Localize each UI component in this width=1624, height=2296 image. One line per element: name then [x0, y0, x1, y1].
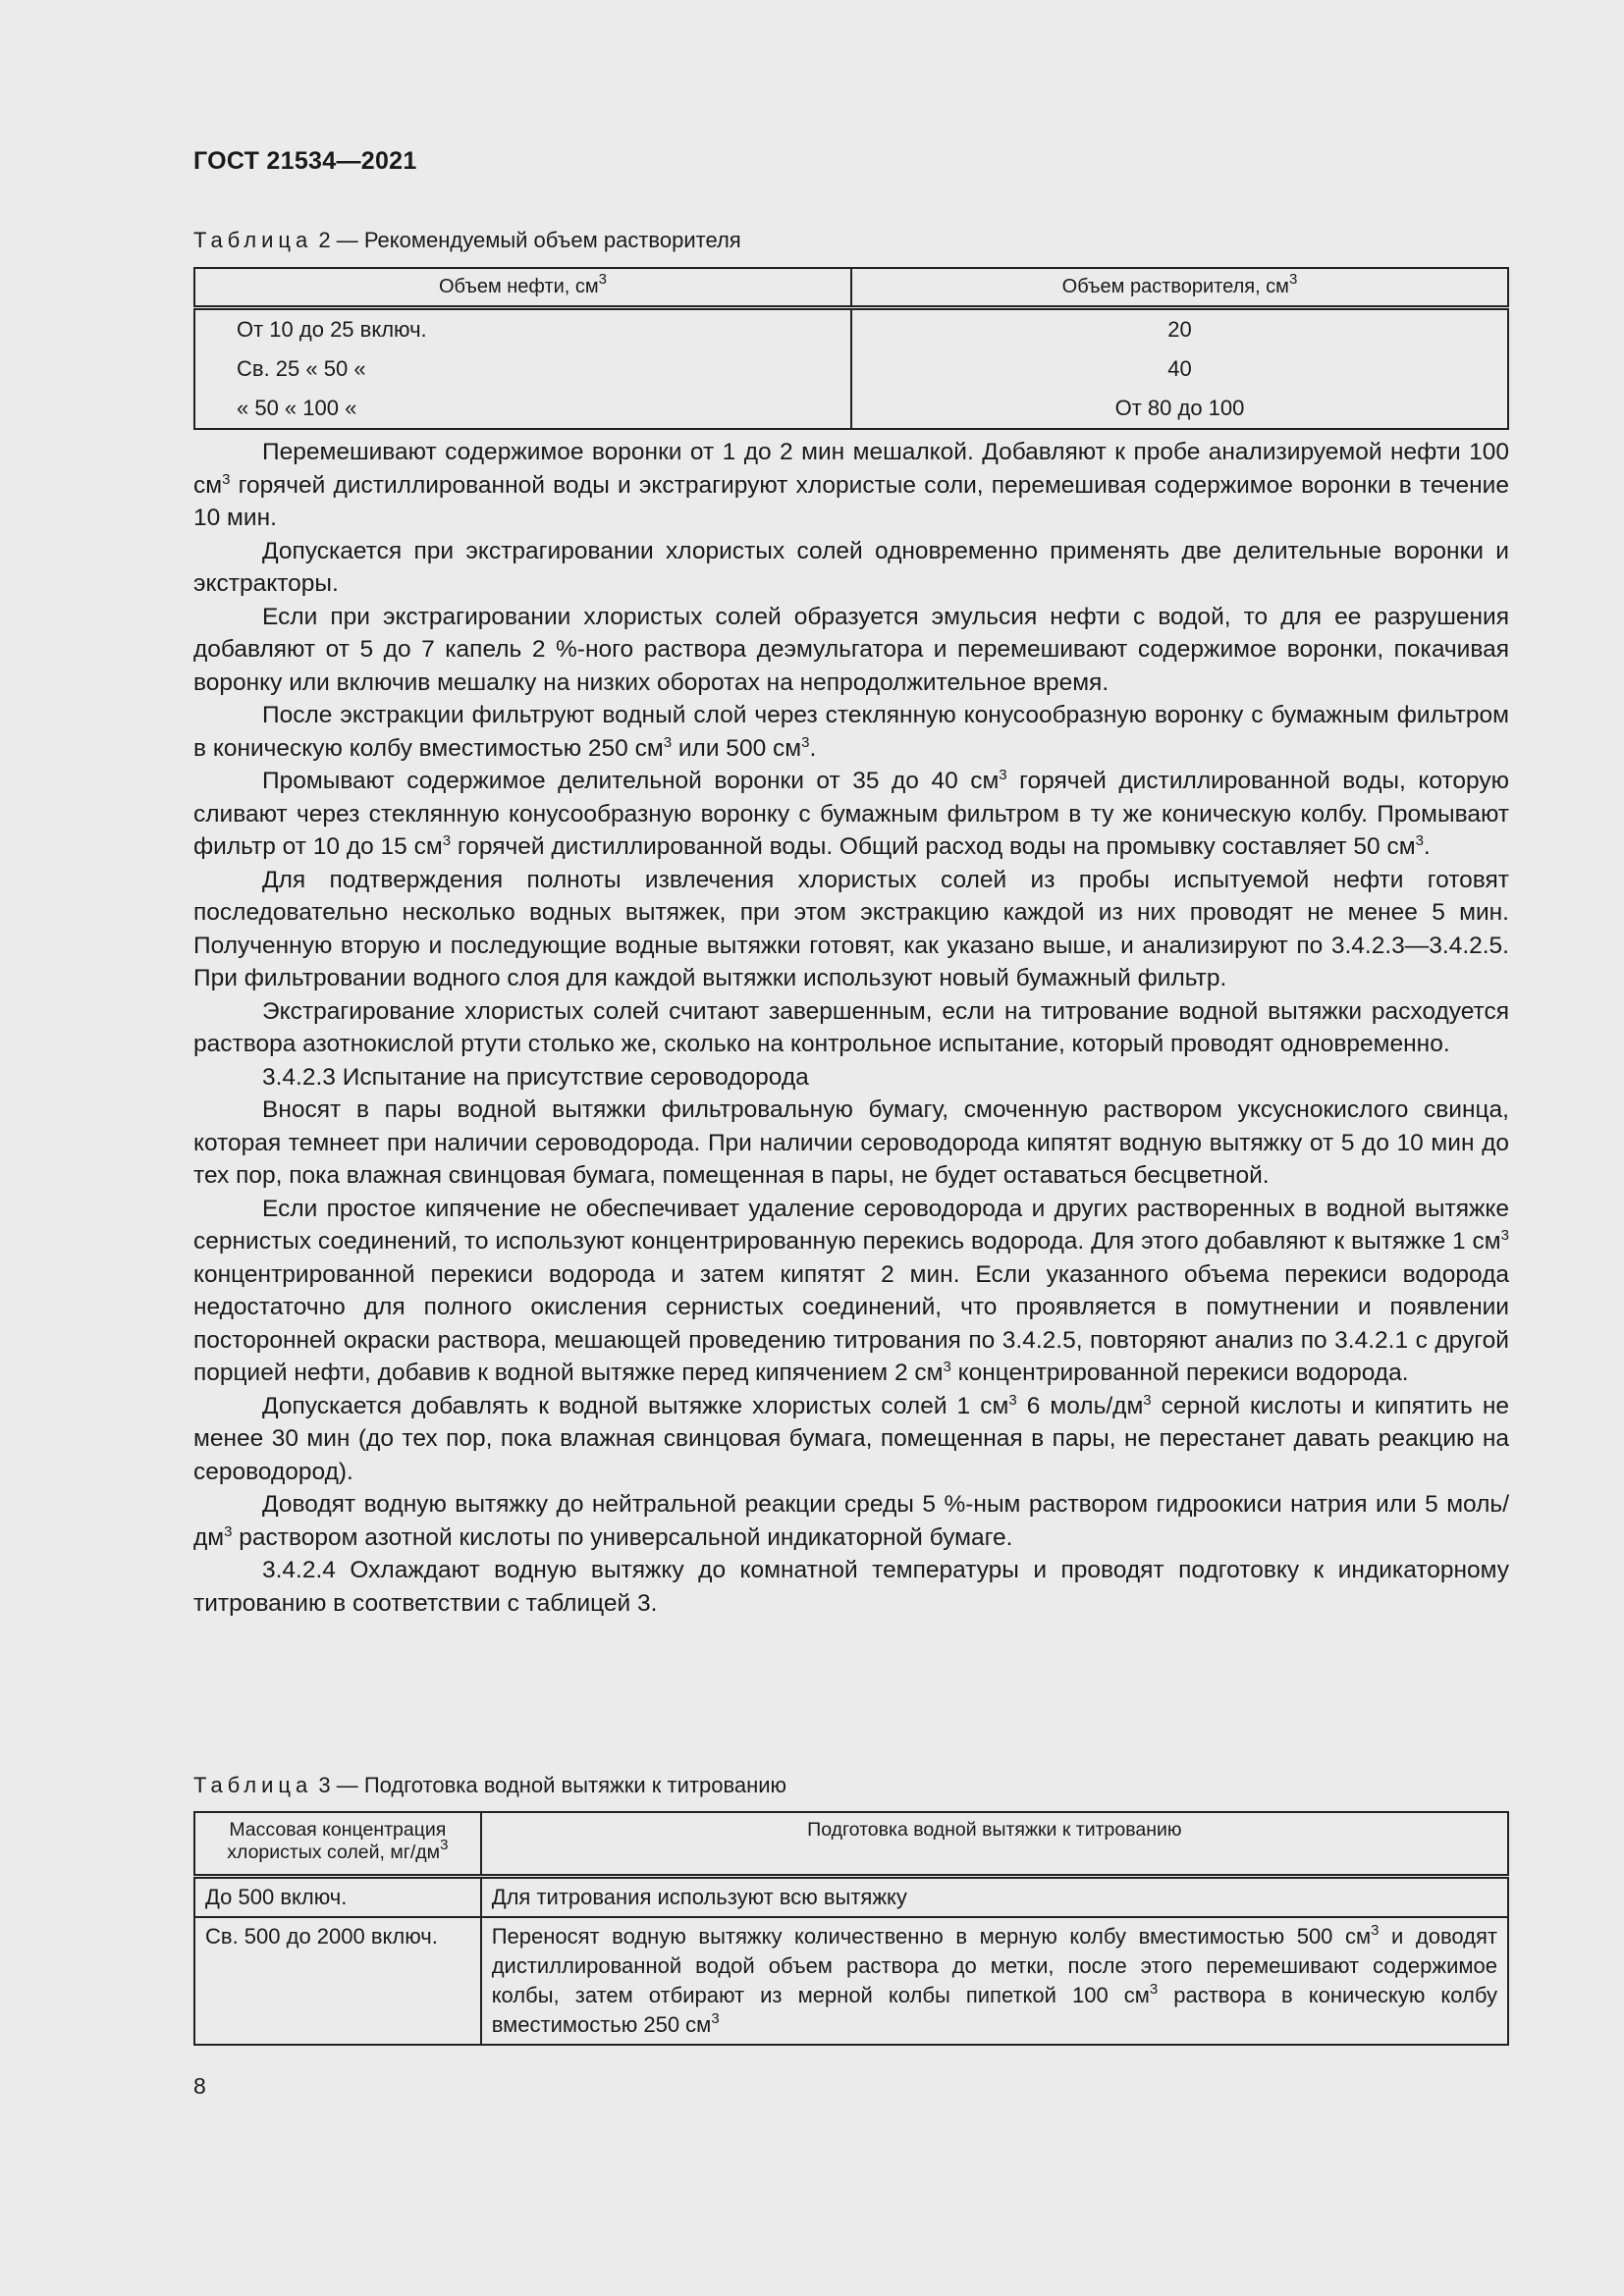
table2-oil-cell: Св. 25 « 50 « — [194, 349, 851, 389]
paragraph: Допускается добавлять к водной вытяжке хлористых солей 1 $см^3$ 6 моль/$дм^3$ серной кислоты и кипятить не менее 30 мин (до тех пор, пока влажная свинцовая бумага, помещенная в пары, не перестанет давать реакцию на сероводород). — [193, 1391, 1509, 1485]
table-row — [194, 349, 1508, 389]
table-row — [194, 1877, 1508, 1918]
table2-solvent-cell: От 80 до 100 — [851, 389, 1508, 429]
table3-preparation-cell: Переносят водную вытяжку количественно в мерную колбу вместимостью 500 $см^3$ и доводят дистиллированной водой объем раствора до метки, после этого перемешивают содержимое колбы, затем отбирают из мерной колбы пипеткой 100 $см^3$ раствора в коническую колбу вместимостью 250 $см^3$ — [481, 1917, 1508, 2045]
table2 — [193, 267, 1509, 430]
paragraph: Промывают содержимое делительной воронки от 35 до 40 $см^3$ горячей дистиллированной воды, которую сливают через стеклянную конусообразную воронку с бумажным фильтром в ту же коническую колбу. Промывают фильтр от 10 до 15 $см^3$ горячей дистиллированной воды. Общий расход воды на промывку составляет 50 $см^3$. — [193, 767, 1509, 860]
table3-caption-word: Таблица — [193, 1773, 313, 1797]
paragraph: Если при экстрагировании хлористых солей образуется эмульсия нефти с водой, то для ее разрушения добавляют от 5 до 7 капель 2 %-ного раствора деэмульгатора и перемешивают содержимое воронки, покачивая воронку или включив мешалку на низких оборотах на непродолжительное время. — [193, 603, 1509, 696]
paragraph: Для подтверждения полноты извлечения хлористых солей из пробы испытуемой нефти готовят последовательно несколько водных вытяжек, при этом экстракцию каждой из них проводят не менее 5 мин. Полученную вторую и последующие водные вытяжки готовят, как указано выше, и анализируют по 3.4.2.3—3.4.2.5. При фильтровании водного слоя для каждой вытяжки используют новый бумажный фильтр. — [193, 866, 1509, 991]
table2-col-solvent-header: Объем растворителя, $см^3$ — [851, 268, 1508, 308]
paragraph: 3.4.2.4 Охлаждают водную вытяжку до комнатной температуры и проводят подготовку к индикаторному титрованию в соответствии с таблицей 3. — [193, 1557, 1509, 1617]
table3-concentration-cell: Св. 500 до 2000 включ. — [194, 1917, 481, 2045]
table-row — [194, 1917, 1508, 2045]
table2-caption-word: Таблица — [193, 228, 313, 252]
table3-preparation-cell: Для титрования используют всю вытяжку — [481, 1877, 1508, 1918]
table3-caption — [193, 1773, 786, 1798]
table2-col-oil-header: Объем нефти, $см^3$ — [194, 268, 851, 308]
table3-caption-title: 3 — Подготовка водной вытяжки к титрованию — [312, 1773, 787, 1797]
page-number: 8 — [193, 2073, 206, 2099]
paragraph: Допускается при экстрагировании хлористых солей одновременно применять две делительные воронки и экстракторы. — [193, 537, 1509, 597]
table2-oil-cell: От 10 до 25 включ. — [194, 308, 851, 350]
paragraph: Если простое кипячение не обеспечивает удаление сероводорода и других растворенных в водной вытяжке сернистых соединений, то используют концентрированную перекись водорода. Для этого добавляют к вытяжке 1 $см^3$ концентрированной перекиси водорода и затем кипятят 2 мин. Если указанного объема перекиси водорода недостаточно для полного окисления сернистых соединений, что проявляется в помутнении и появлении посторонней окраски раствора, мешающей проведению титрования по 3.4.2.5, повторяют анализ по 3.4.2.1 с другой порцией нефти, добавив к водной вытяжке перед кипячением 2 $см^3$ концентрированной перекиси водорода. — [193, 1195, 1509, 1386]
body-text — [193, 436, 1509, 1620]
table2-caption — [193, 228, 741, 253]
table-row — [194, 389, 1508, 429]
section-heading: 3.4.2.3 Испытание на присутствие сероводорода — [262, 1063, 809, 1091]
table2-solvent-cell: 20 — [851, 308, 1508, 350]
table3-col-preparation-header: Подготовка водной вытяжки к титрованию — [481, 1812, 1508, 1877]
table3 — [193, 1811, 1509, 2046]
table3-header-row — [194, 1812, 1508, 1877]
table2-solvent-cell: 40 — [851, 349, 1508, 389]
table3-col-concentration-header: Массовая концентрация хлористых солей, $мг/дм^3$ — [194, 1812, 481, 1877]
paragraph: Экстрагирование хлористых солей считают завершенным, если на титрование водной вытяжки расходуется раствора азотнокислой ртути столько же, сколько на контрольное испытание, который проводят одновременно. — [193, 997, 1509, 1057]
paragraph: Доводят водную вытяжку до нейтральной реакции среды 5 %-ным раствором гидроокиси натрия или 5 моль/$дм^3$ раствором азотной кислоты по универсальной индикаторной бумаге. — [193, 1491, 1509, 1551]
table2-oil-cell: « 50 « 100 « — [194, 389, 851, 429]
table3-concentration-cell: До 500 включ. — [194, 1877, 481, 1918]
paragraph: После экстракции фильтруют водный слой через стеклянную конусообразную воронку с бумажным фильтром в коническую колбу вместимостью 250 $см^3$ или 500 $см^3$. — [193, 702, 1509, 762]
table2-header-row — [194, 268, 1508, 308]
table-row — [194, 308, 1508, 350]
document-header: ГОСТ 21534—2021 — [193, 147, 417, 175]
table2-caption-title: 2 — Рекомендуемый объем растворителя — [312, 228, 741, 252]
paragraph: Перемешивают содержимое воронки от 1 до 2 мин мешалкой. Добавляют к пробе анализируемой нефти 100 $см^3$ горячей дистиллированной воды и экстрагируют хлористые соли, перемешивая содержимое воронки в течение 10 мин. — [193, 439, 1509, 531]
paragraph: Вносят в пары водной вытяжки фильтровальную бумагу, смоченную раствором уксуснокислого свинца, которая темнеет при наличии сероводорода. При наличии сероводорода кипятят водную вытяжку от 5 до 10 мин до тех пор, пока влажная свинцовая бумага, помещенная в пары, не будет оставаться бесцветной. — [193, 1096, 1509, 1189]
